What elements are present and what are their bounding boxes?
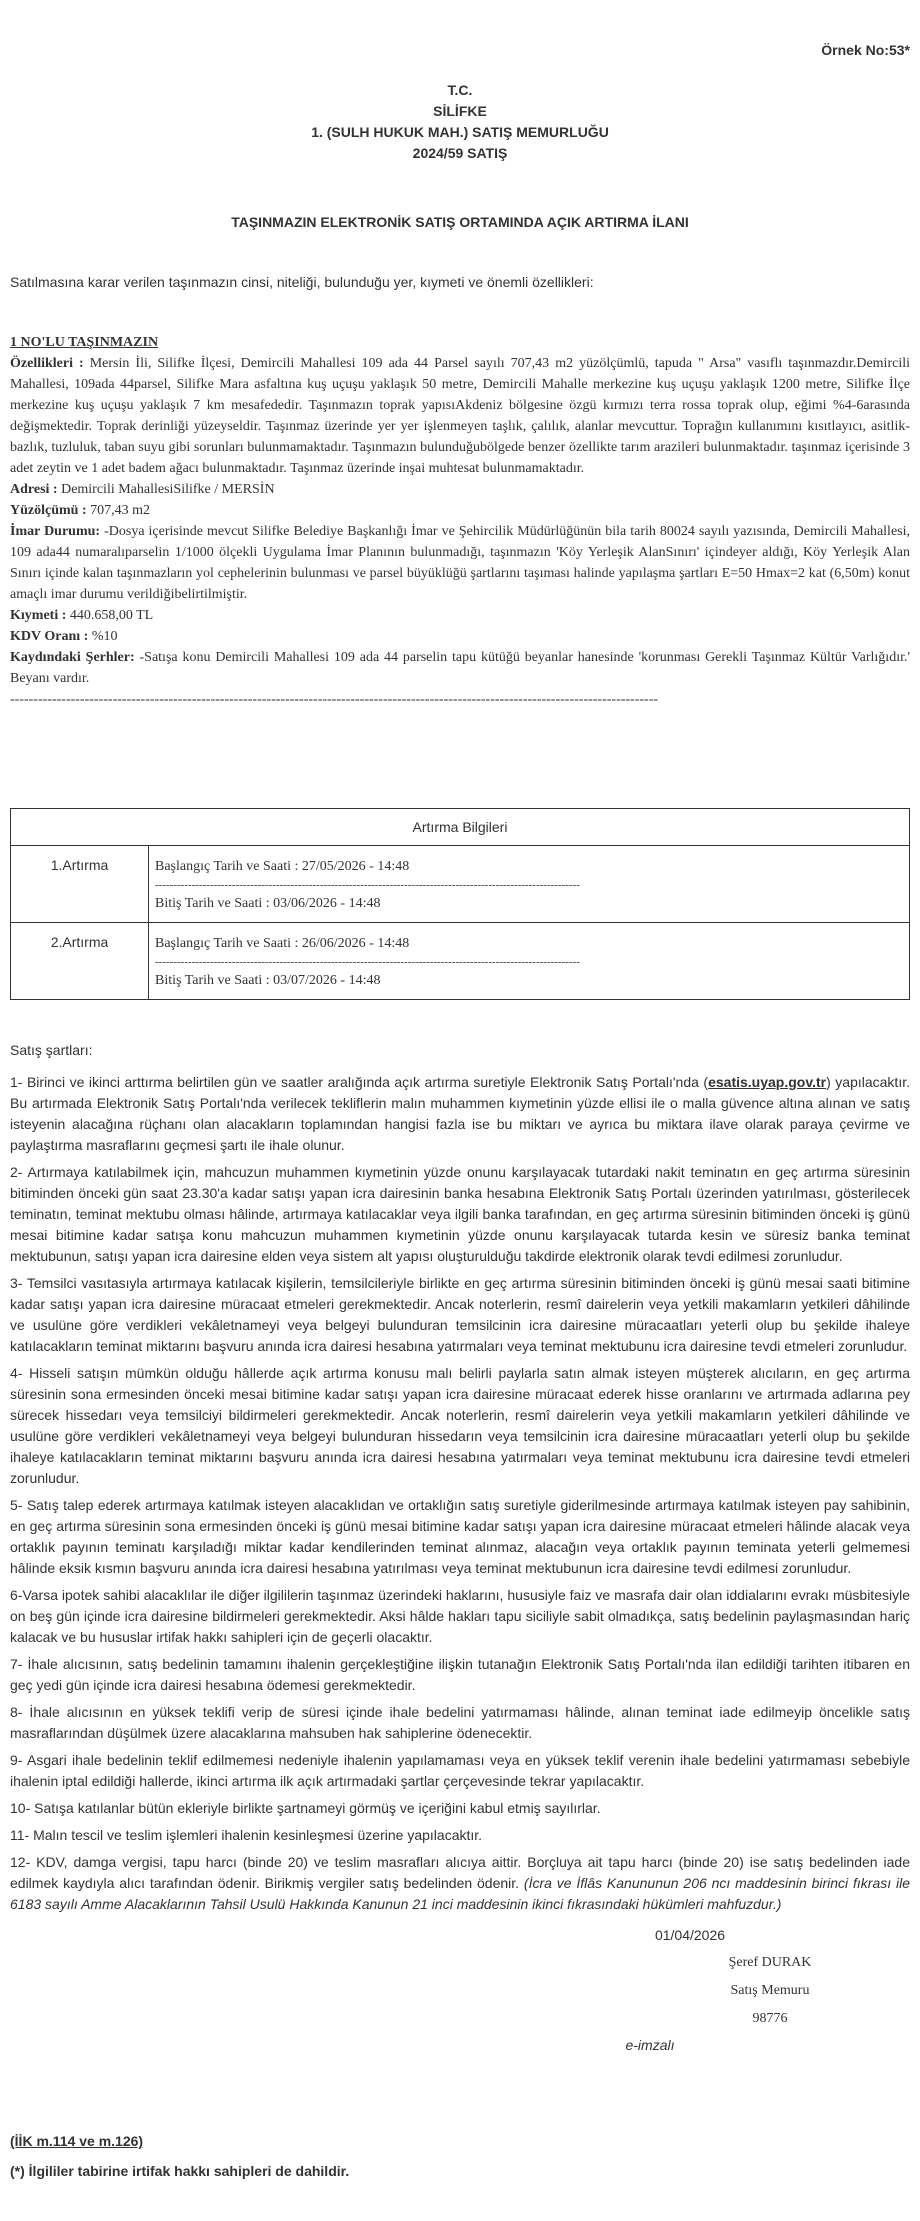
- vat-text: %10: [88, 629, 118, 644]
- auction-name-2: 2.Artırma: [11, 923, 149, 1000]
- signature-block: [670, 1949, 870, 2033]
- condition-1: 1- Birinci ve ikinci arttırma belirtilen gün ve saatler aralığında açık artırma suretiyle Elektronik Satış Portalı'nda (esatis.uyap.gov.tr) yapılacaktır. Bu artırmada Elektronik Satış Portalı'nda verilecek tekliflerin malın muhammen kıymetinin yüzde ellisi ile o malla güvence altına alınan ve satış isteyenin alacağına rüçhanı olan alacakların toplamından hangisi fazla ise bu miktarı ve ayrıca bu miktara ilave olarak paraya çevirme ve paylaştırma masraflarını geçmesi şartı ile ihale olunur.: [10, 1074, 910, 1153]
- auction-divider-1: --------------------------------------------------------------------------------------------------------------------: [155, 879, 580, 891]
- condition-12: 12- KDV, damga vergisi, tapu harcı (binde 20) ve teslim masrafları alıcıya aittir. Borçluya ait tapu harcı (binde 20) ise satış bedelinden iade edilmek kaydıyla alıcı tarafından ödenir. Birikmiş vergiler satış bedelinden ödenir. (İcra ve İflâs Kanununun 206 ncı maddesinin birinci fıkrası ile 6183 sayılı Amme Alacaklarının Tahsil Usulü Hakkında Kanunun 21 inci maddesinin ikinci fıkrasındaki hükümleri mahfuzdur.): [10, 1854, 910, 1912]
- header-line-tc: T.C.: [447, 82, 473, 98]
- property-separator: -------------------------------------------------------------------------------------------------------------------------------------------: [10, 692, 659, 707]
- zoning-label: İmar Durumu:: [10, 524, 101, 539]
- condition-5: 5- Satış talep ederek artırmaya katılmak isteyen alacaklıdan ve ortaklığın satış suretiyle giderilmesinde artırmaya katılmak isteyen pay sahibinin, en geç artırma süresinin sona ermesinden önceki iş günü mesai bitimine kadar satışı yapan icra dairesine müracaat etmeleri hâlinde alacak veya ortaklık payının teminatı karşıladığı miktar kadar kendilerinden teminat alınmaz, alacağın veya ortaklık payının teminata yeterli gelmemesi hâlinde eksik kısmın başvuru anında icra dairesi hesabına yatırılması veya teminat mektubunun icra dairesine tevdi edilmesi zorunludur.: [10, 1497, 910, 1576]
- header-line-office: 1. (SULH HUKUK MAH.) SATIŞ MEMURLUĞU: [311, 124, 609, 140]
- annotations-label: Kaydındaki Şerhler:: [10, 650, 135, 665]
- auction-row-1: [11, 846, 910, 923]
- e-signature-note: e-imzalı: [625, 2037, 675, 2053]
- zoning-text: -Dosya içerisinde mevcut Silifke Belediye Başkanlığı İmar ve Şehircilik Müdürlüğünün bila tarih 80024 sayılı yazısında, Demircili Mahallesi, 109 ada44 numaralıparselin 1/1000 ölçekli Uygulama İmar Planının bulunmadığı, taşınmazın 'Köy Yerleşik AlanSınırı' içindeyer aldığı, Köy Yerleşik Alan Sınırı içinde kalan taşınmazların yol cephelerinin bulunması ve parsel büyüklüğü şartlarını taşıması halinde yapılaşma şartları E=50 Hmax=2 kat (6,50m) konut amaçlı imar durumu verildiğibelirtilmiştir.: [10, 524, 910, 602]
- signer-number: 98776: [752, 2011, 788, 2026]
- signer-title: Satış Memuru: [730, 1983, 810, 1998]
- condition-3: 3- Temsilci vasıtasıyla artırmaya katılacak kişilerin, temsilcileriyle birlikte en geç artırma süresinin bitiminden önceki iş günü mesai saati bitimine kadar satışı yapan icra dairesine müracaat etmeleri gerekmektedir. Ancak noterlerin, resmî dairelerin veya yetkili makamların yetkileri dâhilinde ve usulüne göre verdikleri vekâletnameyi veya belgeyi bulunduran temsilcinin icra dairesine müracaatları yeterli olup bu şekilde ihaleye katılacakların teminat miktarını başvuru anında icra dairesi hesabına yatırmaları veya teminat mektubunu icra dairesine tevdi etmeleri zorunludur.: [10, 1275, 910, 1354]
- signer-name: Şeref DURAK: [728, 1955, 812, 1970]
- header-line-file: 2024/59 SATIŞ: [412, 145, 508, 161]
- property-area: [10, 500, 910, 521]
- auction-name-1: 1.Artırma: [11, 846, 149, 923]
- features-text: Mersin İli, Silifke İlçesi, Demircili Mahallesi 109 ada 44 Parsel sayılı 707,43 m2 yüzölçümlü, tapuda " Arsa" vasıflı taşınmazdır.Demircili Mahallesi, 109ada 44parsel, Silifke Mara asfaltına kuş uçuşu yaklaşık 50 metre, Demircili Mahalle merkezine kuş uçuşu yaklaşık 1200 metre, Silifke İlçe merkezine kuş uçuşu yaklaşık 7 km mesafededir. Taşınmazın toprak yapısıAkdeniz bölgesine özgü kırmızı terra rossa toprak olup, eğimi %4-6arasında değişmektedir. Toprak derinliği yüzeyseldir. Taşınmaz üzerinde yer yer işlenmeyen taşlık, çalılık, alanlar mevcuttur. Toprağın kullanımını kısıtlayıcı, asitlik- bazlık, tuzluluk, taban suyu gibi sorunları bulunmamaktadır. Taşınmazın bulunduğubölgede benzer özellikte tarım arazileri bulunmaktadır. taşınmaz içerisinde 3 adet zeytin ve 1 adet badem ağacı bulunmaktadır. Taşınmaz üzerinde inşai muhtesat bulunmamaktadır.: [10, 356, 910, 476]
- ornek-number: Örnek No:53*: [821, 42, 910, 58]
- esatis-link[interactable]: esatis.uyap.gov.tr: [708, 1074, 827, 1090]
- property-annotations: [10, 647, 910, 689]
- auction-info-table: [10, 808, 910, 1000]
- annotations-text: -Satışa konu Demircili Mahallesi 109 ada 44 parselin tapu kütüğü beyanlar hanesinde 'korunması Gerekli Taşınmaz Kültür Varlığıdır.' Beyanı vardır.: [10, 650, 911, 686]
- condition-12-legal-note: (İcra ve İflâs Kanununun 206 ncı maddesinin birinci fıkrası ile 6183 sayılı Amme Alacaklarının Tahsil Usulü Hakkında Kanunun 21 inci maddesinin ikinci fıkrasındaki hükümleri mahfuzdur.): [10, 1875, 910, 1912]
- auction-start-2: Başlangıç Tarih ve Saati : 26/06/2026 - 14:48: [155, 936, 410, 951]
- footer-reference: (İİK m.114 ve m.126): [10, 2133, 144, 2149]
- property-features: [10, 353, 910, 479]
- value-text: 440.658,00 TL: [66, 608, 154, 623]
- property-value: [10, 605, 910, 626]
- vat-label: KDV Oranı :: [10, 629, 89, 644]
- header-line-city: SİLİFKE: [433, 103, 487, 119]
- value-label: Kıymeti :: [10, 608, 67, 623]
- property-vat: [10, 626, 910, 647]
- condition-9: 9- Asgari ihale bedelinin teklif edilmemesi nedeniyle ihalenin yapılamaması veya en yüksek teklif verenin ihale bedelini yatırmaması sebebiyle ihalenin iptal edildiği hallerde, ikinci artırma ilk açık artırmadaki şartlar çerçevesinde tekrar yapılacaktır.: [10, 1752, 910, 1789]
- condition-6: 6-Varsa ipotek sahibi alacaklılar ile diğer ilgililerin taşınmaz üzerindeki haklarını, hususiyle faiz ve masrafa dair olan iddialarını evrakı müsbitesiyle on beş gün içinde icra dairesine bildirmeleri gerekmektedir. Aksi hâlde hakları tapu siciliyle sabit olmadıkça, satış bedelinin paylaşmasından hariç kalacak ve bu hususlar irtifak hakkı sahipleri için de geçerli olacaktır.: [10, 1587, 910, 1645]
- property-details: [10, 353, 910, 710]
- auction-divider-2: --------------------------------------------------------------------------------------------------------------------: [155, 956, 580, 968]
- condition-7: 7- İhale alıcısının, satış bedelinin tamamını ihalenin gerçekleştiğine ilişkin tutanağın Elektronik Satış Portalı'nda ilan edildiği tarihten itibaren en geç yedi gün içinde icra dairesi hesabına ödemesi gerekmektedir.: [10, 1656, 910, 1693]
- property-zoning: [10, 521, 910, 605]
- address-label: Adresi :: [10, 482, 58, 497]
- signature-date: 01/04/2026: [654, 1927, 726, 1943]
- condition-4: 4- Hisseli satışın mümkün olduğu hâllerde açık artırma konusu malı belirli paylarla satın almak isteyen müşterek alıcıların, en geç artırma süresinin sona ermesinden önceki mesai bitimine kadar satışı yapan icra dairesine müracaat ederek hisse oranlarını ve artırmada adlarına pey sürecek hissedarı veya temsilciyi bildirmeleri gerekmektedir. Ancak noterlerin, resmî dairelerin veya yetkili makamların yetkileri dâhilinde ve usulüne göre verdikleri vekâletnameyi veya belgeyi bulunduran hissedarın veya temsilcinin icra dairesine müracaatları yeterli olup bu şekilde ihaleye katılacakların teminat miktarını başvuru anında icra dairesi hesabına yatırmaları veya teminat mektubunu icra dairesine tevdi etmeleri zorunludur.: [10, 1365, 910, 1486]
- footer-note: (*) İlgililer tabirine irtifak hakkı sahipleri de dahildir.: [10, 2163, 350, 2179]
- document-header: [10, 80, 910, 164]
- condition-11: 11- Malın tescil ve teslim işlemleri ihalenin kesinleşmesi üzerine yapılacaktır.: [10, 1827, 483, 1843]
- area-label: Yüzölçümü :: [10, 503, 87, 518]
- auction-row-2: [11, 923, 910, 1000]
- property-address: [10, 479, 910, 500]
- auction-end-1: Bitiş Tarih ve Saati : 03/06/2026 - 14:48: [155, 896, 381, 911]
- conditions-title: Satış şartları:: [10, 1042, 93, 1058]
- announcement-title: TAŞINMAZIN ELEKTRONİK SATIŞ ORTAMINDA AÇIK ARTIRMA İLANI: [231, 214, 689, 230]
- document-page: [10, 0, 910, 2179]
- address-text: Demircili MahallesiSilifke / MERSİN: [57, 482, 275, 497]
- condition-8: 8- İhale alıcısının en yüksek teklifi verip de süresi içinde ihale bedelini yatırmaması hâlinde, alınan teminat iade edilmeyip öncelikle satış masraflarından düşülmek üzere alacaklarına mahsuben hak sahiplerine ödenecektir.: [10, 1704, 910, 1741]
- features-label: Özellikleri :: [10, 356, 84, 371]
- auction-start-1: Başlangıç Tarih ve Saati : 27/05/2026 - 14:48: [155, 859, 410, 874]
- intro-text: Satılmasına karar verilen taşınmazın cinsi, niteliği, bulunduğu yer, kıymeti ve önemli özellikleri:: [10, 274, 594, 290]
- condition-2: 2- Artırmaya katılabilmek için, mahcuzun muhammen kıymetinin yüzde onunu karşılayacak tutardaki nakit teminatın en geç artırma süresinin bitiminden önceki gün saat 23.30'a kadar satışı yapan icra dairesinin banka hesabına Elektronik Satış Portalı üzerinden yatırılması, gösterilecek teminatın, teminat mektubu olması hâlinde, artırmaya katılacaklar veya ilgili banka tarafından, en geç artırma süresinin bitiminden önceki iş günü mesai bitimine kadar satışa konu mahcuzun muhammen kıymetinin yüzde onunu karşılayacak tutarda kesin ve süresiz banka teminat mektubunun, satışı yapan icra dairesine elden veya sistem alt yapısı oluşturulduğu takdirde elektronik olarak tevdi edilmesi zorunludur.: [10, 1164, 910, 1264]
- area-text: 707,43 m2: [86, 503, 151, 518]
- property-heading: 1 NO'LU TAŞINMAZIN: [10, 335, 159, 350]
- auction-end-2: Bitiş Tarih ve Saati : 03/07/2026 - 14:48: [155, 973, 381, 988]
- auction-table-title: Artırma Bilgileri: [11, 809, 910, 846]
- condition-10: 10- Satışa katılanlar bütün ekleriyle birlikte şartnameyi görmüş ve içeriğini kabul etmiş sayılırlar.: [10, 1800, 601, 1816]
